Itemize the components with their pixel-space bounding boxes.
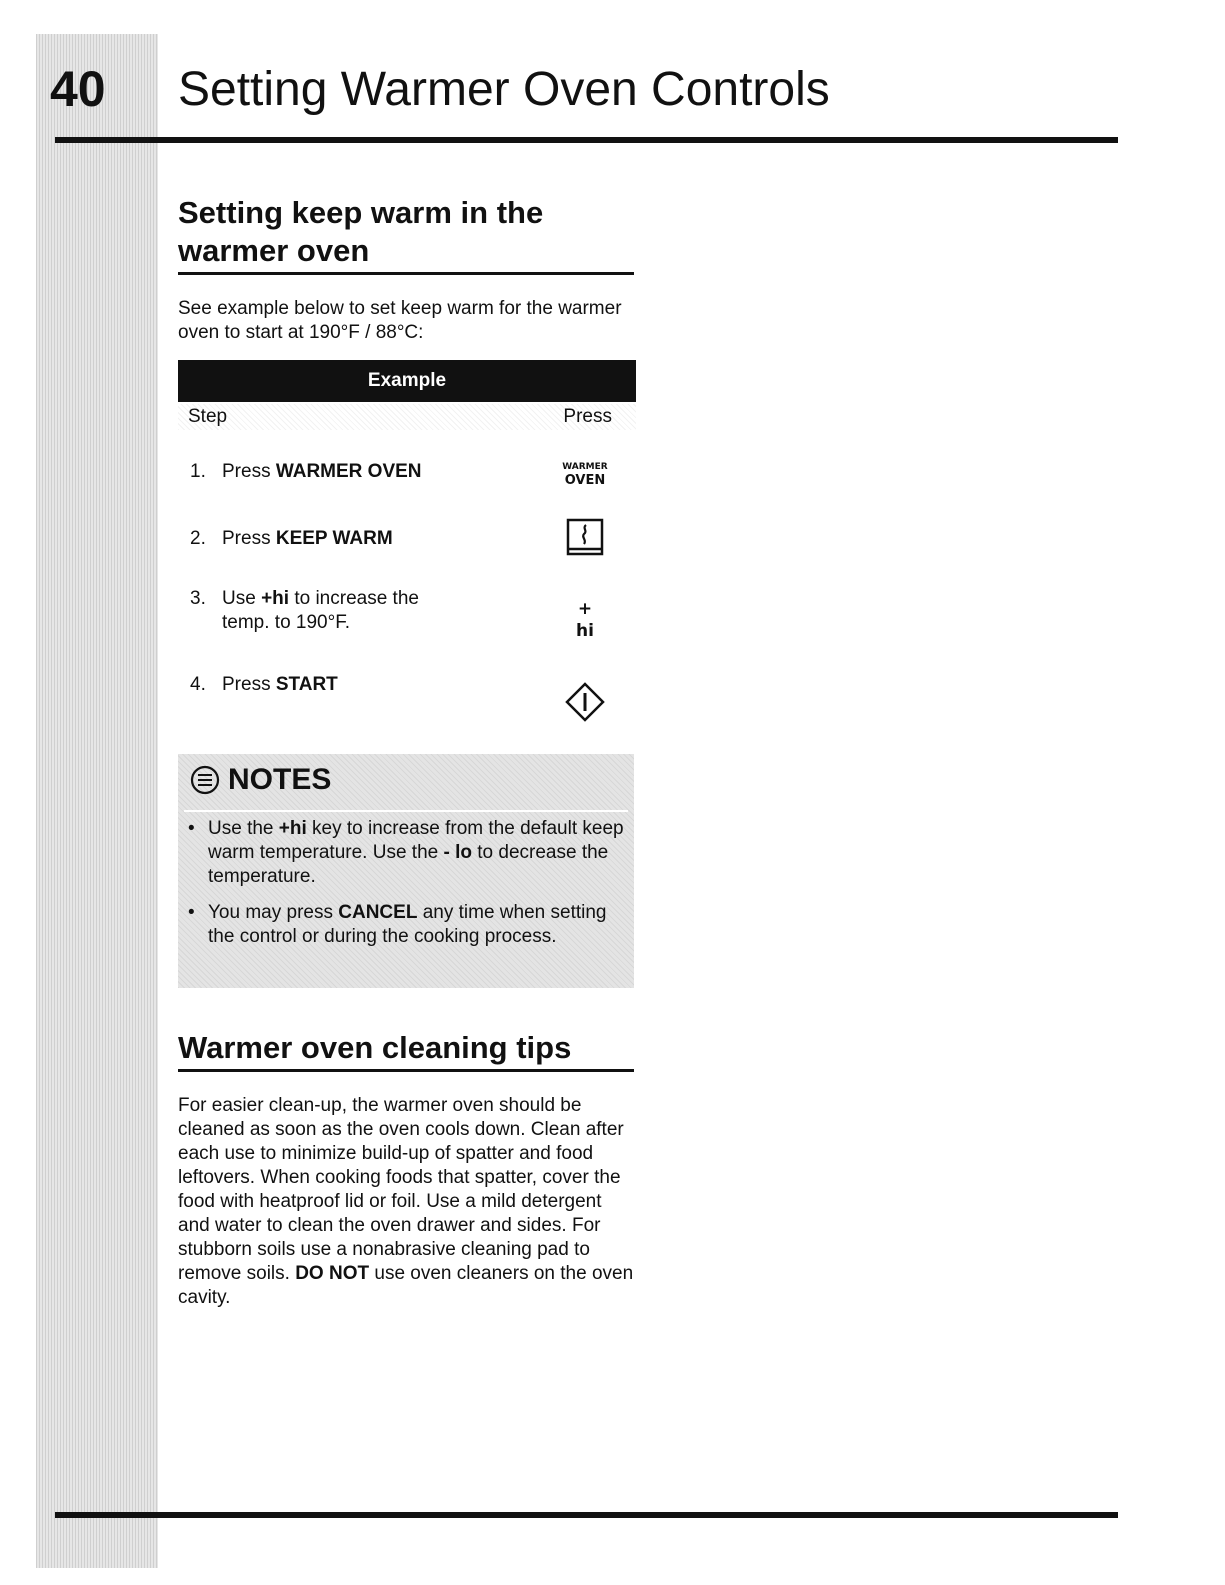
step-number: 3. [190,588,206,609]
step-text: Press [222,528,276,549]
cleaning-heading: Warmer oven cleaning tips [178,1029,634,1072]
bottom-divider [55,1512,1118,1518]
step-text: Use [222,588,262,609]
step-number: 4. [190,674,206,695]
cleaning-warning: DO NOT [295,1263,370,1284]
start-diamond-icon [540,682,630,722]
notes-title-text: NOTES [228,763,332,796]
page-title: Setting Warmer Oven Controls [178,63,830,116]
cleaning-text [178,1094,636,1310]
note-text: Use the [208,818,279,839]
column-step: Step [188,406,228,427]
step-number: 1. [190,461,206,482]
step-continuation: temp. to 190°F. [222,612,350,633]
step-key: WARMER OVEN [275,461,422,482]
page-number: 40 [50,61,106,117]
warmer-oven-label-bottom: OVEN [564,473,606,488]
notes-divider [184,810,628,812]
cleaning-body-end: use oven cleaners on the oven cavity. [178,1263,634,1308]
note-item [188,901,624,949]
note-key: +hi [278,818,307,839]
example-header: Example [178,360,636,402]
step-text: to increase the [289,588,419,609]
cleaning-body: For easier clean-up, the warmer oven should be cleaned as soon as the oven cools down. Clean after each use to minimize build-up of spatter and food leftovers. When cooking foods that spatter, cover the food with heatproof lid or foil. Use a mild detergent and water to clean the oven drawer and sides. For stubborn soils use a nonabrasive cleaning pad to remove soils. [178,1095,624,1284]
step-1 [190,460,510,484]
left-margin-strip [36,34,158,1568]
note-item [188,817,624,889]
plus-hi-button [540,598,630,642]
bullet-icon: • [188,818,195,839]
step-text: Press [222,674,276,695]
top-divider [55,137,1118,143]
bullet-icon: • [188,902,195,923]
keep-warm-icon [540,517,630,557]
step-text: Press [222,461,276,482]
notes-title [190,764,331,796]
note-text: any time when setting the control or during the cooking process. [208,902,607,947]
note-text: to decrease the temperature. [208,842,609,887]
plus-label: + [577,599,593,619]
step-2 [190,527,510,551]
step-key: START [275,674,338,695]
example-column-headers [178,404,636,430]
note-key: CANCEL [338,902,418,923]
step-number: 2. [190,528,206,549]
notes-list [188,817,624,961]
step-key: KEEP WARM [275,528,393,549]
note-text: You may press [208,902,339,923]
column-press: Press [563,406,612,427]
step-key: +hi [261,588,290,609]
keep-warm-intro: See example below to set keep warm for the warmer oven to start at 190°F / 88°C: [178,298,622,343]
hi-label: hi [576,621,594,641]
warmer-oven-button [540,462,630,488]
notepad-icon [190,765,220,795]
keep-warm-heading: Setting keep warm in the warmer oven [178,194,634,275]
step-4 [190,673,510,697]
step-3 [190,587,510,635]
note-key: - lo [443,842,472,863]
warmer-oven-label-top: WARMER [562,462,608,472]
notes-box [178,754,634,988]
note-text: key to increase from the default keep warm temperature. Use the [208,818,624,863]
